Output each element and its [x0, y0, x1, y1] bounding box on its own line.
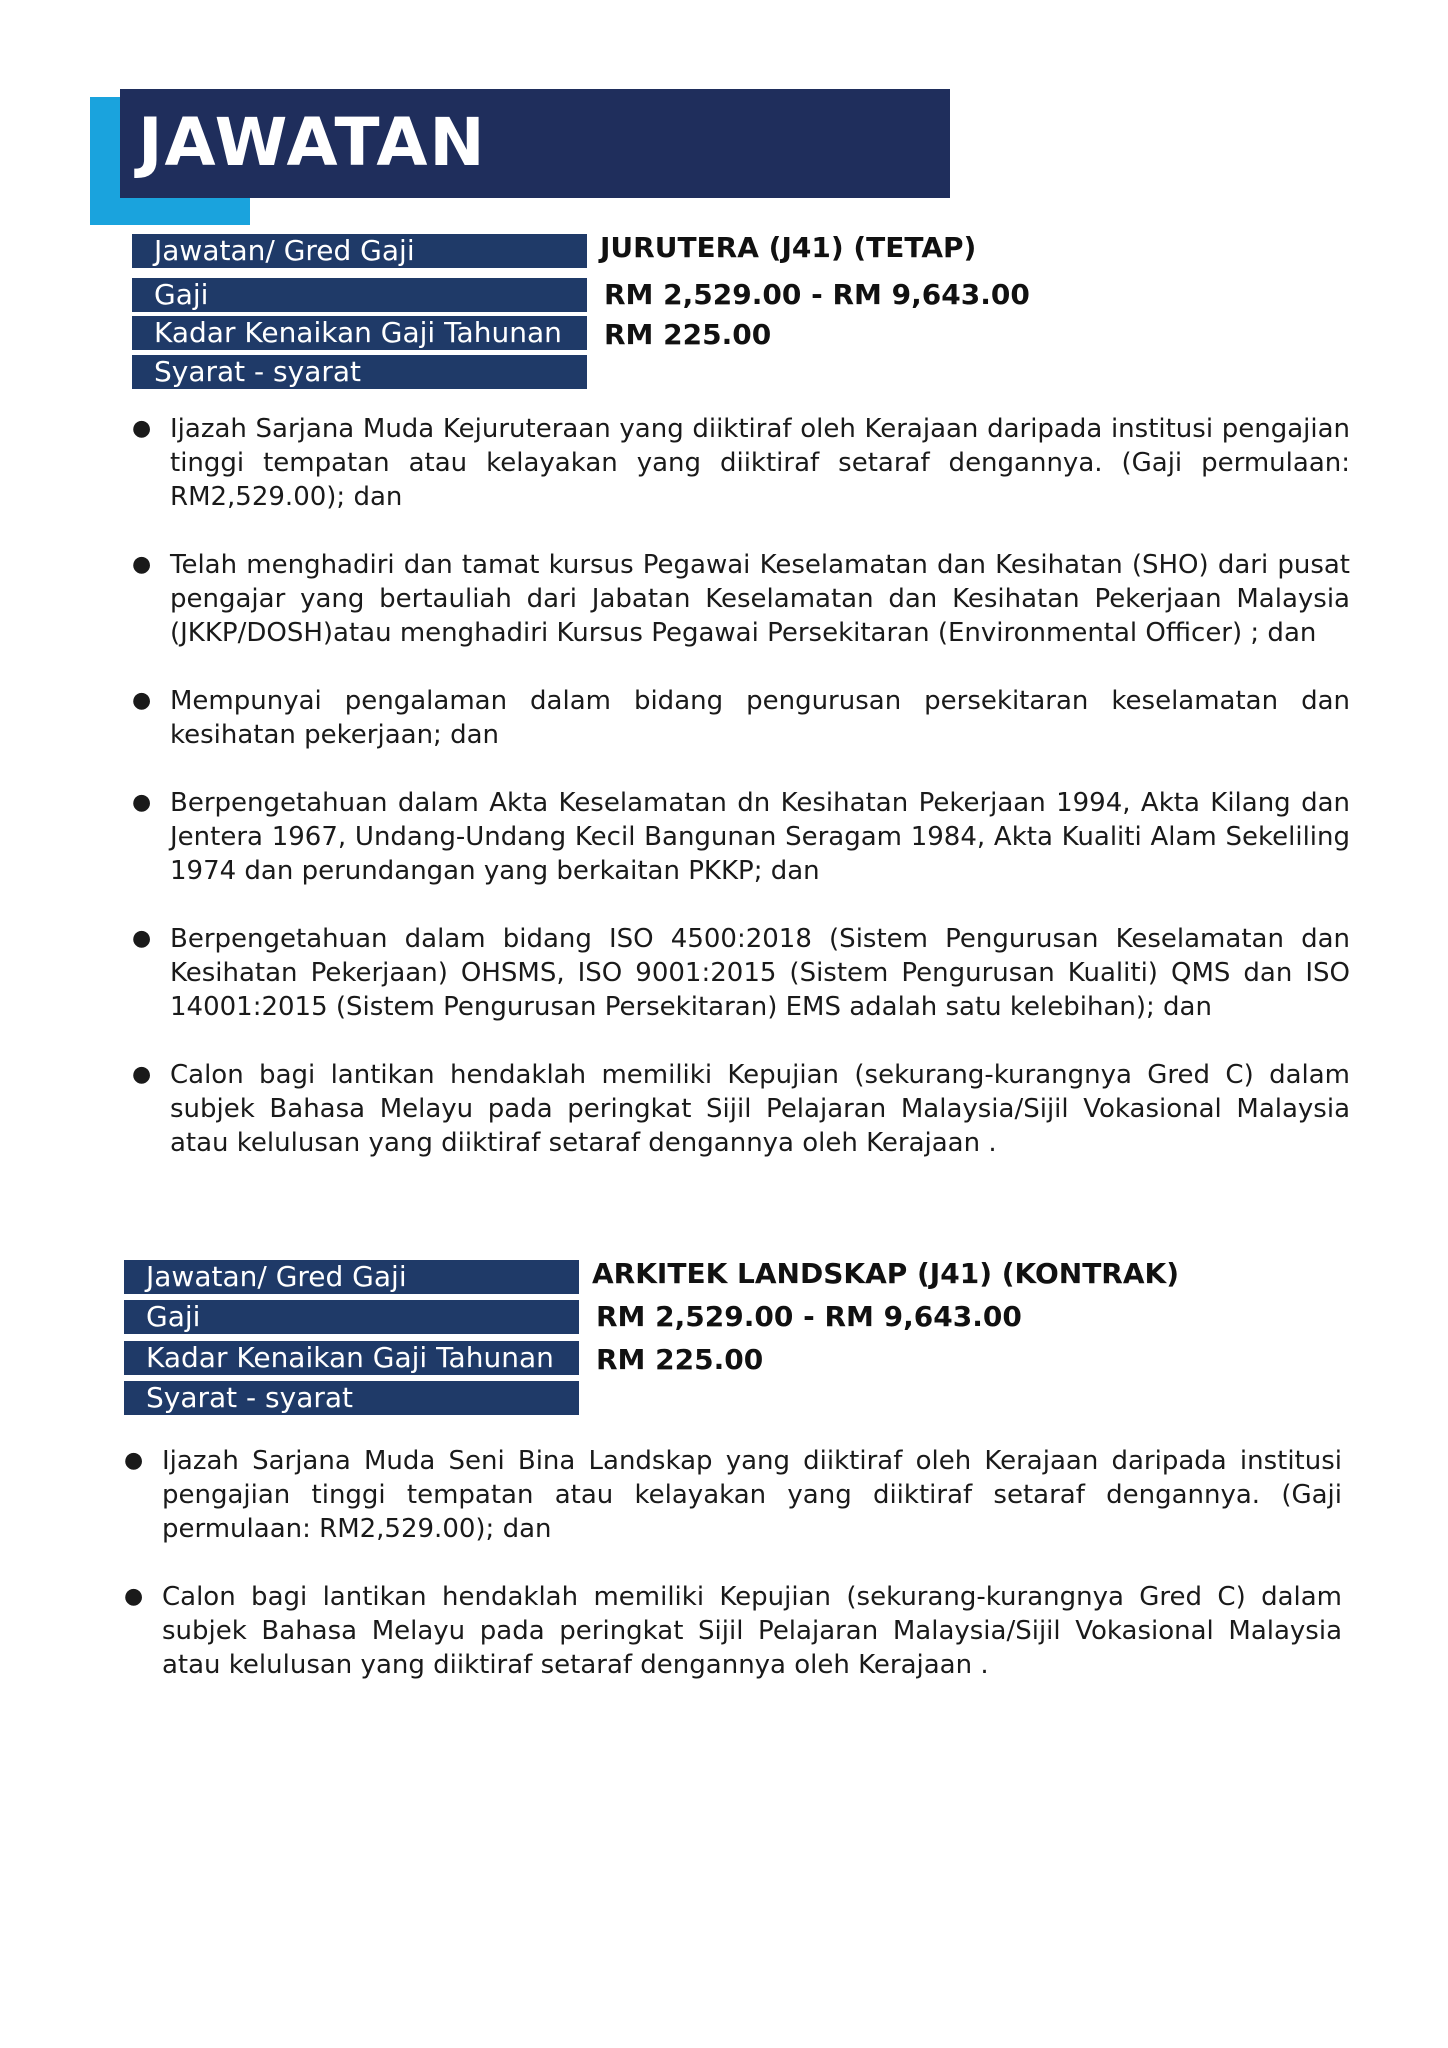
bullet-icon: ●: [124, 1448, 144, 1473]
label-position: Jawatan/ Gred Gaji: [124, 1260, 579, 1294]
label-salary: Gaji: [132, 278, 587, 312]
label-requirements: Syarat - syarat: [132, 355, 587, 389]
bullet-icon: ●: [124, 1584, 144, 1609]
label-position: Jawatan/ Gred Gaji: [132, 234, 587, 268]
list-item: ● Berpengetahuan dalam Akta Keselamatan dn Kesihatan Pekerjaan 1994, Akta Kilang dan Jentera 1967, Undang-Undang Kecil Bangunan Seragam 1984, Akta Kualiti Alam Sekeliling 1974 dan perundangan yang berkaitan PKKP; dan: [132, 788, 1350, 886]
list-item: ● Telah menghadiri dan tamat kursus Pegawai Keselamatan dan Kesihatan (SHO) dari pusat pengajar yang bertauliah dari Jabatan Keselamatan dan Kesihatan Pekerjaan Malaysia (JKKP/DOSH)atau menghadiri Kursus Pegawai Persekitaran (Environmental Officer) ; dan: [132, 550, 1350, 648]
list-item: ● Calon bagi lantikan hendaklah memiliki Kepujian (sekurang-kurangnya Gred C) dalam subjek Bahasa Melayu pada peringkat Sijil Pelajaran Malaysia/Sijil Vokasional Malaysia atau kelulusan yang diiktiraf setaraf dengannya oleh Kerajaan .: [124, 1582, 1342, 1680]
list-item: ● Mempunyai pengalaman dalam bidang pengurusan persekitaran keselamatan dan kesihatan pekerjaan; dan: [132, 686, 1350, 750]
list-item: ● Ijazah Sarjana Muda Kejuruteraan yang diiktiraf oleh Kerajaan daripada institusi pengajian tinggi tempatan atau kelayakan yang diiktiraf setaraf dengannya. (Gaji permulaan: RM2,529.00); dan: [132, 414, 1350, 512]
label-salary: Gaji: [124, 1300, 579, 1334]
requirements-list: [124, 1444, 1342, 1716]
bullet-icon: ●: [132, 790, 152, 815]
list-item: ● Ijazah Sarjana Muda Seni Bina Landskap yang diiktiraf oleh Kerajaan daripada institusi pengajian tinggi tempatan atau kelayakan yang diiktiraf setaraf dengannya. (Gaji permulaan: RM2,529.00); dan: [124, 1446, 1342, 1544]
job-salary: RM 2,529.00 - RM 9,643.00: [596, 1300, 1022, 1333]
bullet-icon: ●: [132, 416, 152, 441]
job-position: JURUTERA (J41) (TETAP): [600, 231, 977, 264]
job-increment: RM 225.00: [604, 318, 772, 351]
bullet-icon: ●: [132, 1062, 152, 1087]
list-item: ● Berpengetahuan dalam bidang ISO 4500:2018 (Sistem Pengurusan Keselamatan dan Kesihatan Pekerjaan) OHSMS, ISO 9001:2015 (Sistem Pengurusan Kualiti) QMS dan ISO 14001:2015 (Sistem Pengurusan Persekitaran) EMS adalah satu kelebihan); dan: [132, 924, 1350, 1022]
requirements-list: [132, 412, 1350, 1194]
label-increment: Kadar Kenaikan Gaji Tahunan: [132, 316, 587, 350]
list-item: ● Calon bagi lantikan hendaklah memiliki Kepujian (sekurang-kurangnya Gred C) dalam subjek Bahasa Melayu pada peringkat Sijil Pelajaran Malaysia/Sijil Vokasional Malaysia atau kelulusan yang diiktiraf setaraf dengannya oleh Kerajaan .: [132, 1060, 1350, 1158]
bullet-icon: ●: [132, 688, 152, 713]
label-requirements: Syarat - syarat: [124, 1381, 579, 1415]
page-title: JAWATAN: [138, 104, 487, 181]
label-increment: Kadar Kenaikan Gaji Tahunan: [124, 1341, 579, 1375]
bullet-icon: ●: [132, 926, 152, 951]
job-position: ARKITEK LANDSKAP (J41) (KONTRAK): [592, 1257, 1180, 1290]
page-banner: [120, 89, 950, 198]
job-increment: RM 225.00: [596, 1343, 764, 1376]
bullet-icon: ●: [132, 552, 152, 577]
job-salary: RM 2,529.00 - RM 9,643.00: [604, 278, 1030, 311]
